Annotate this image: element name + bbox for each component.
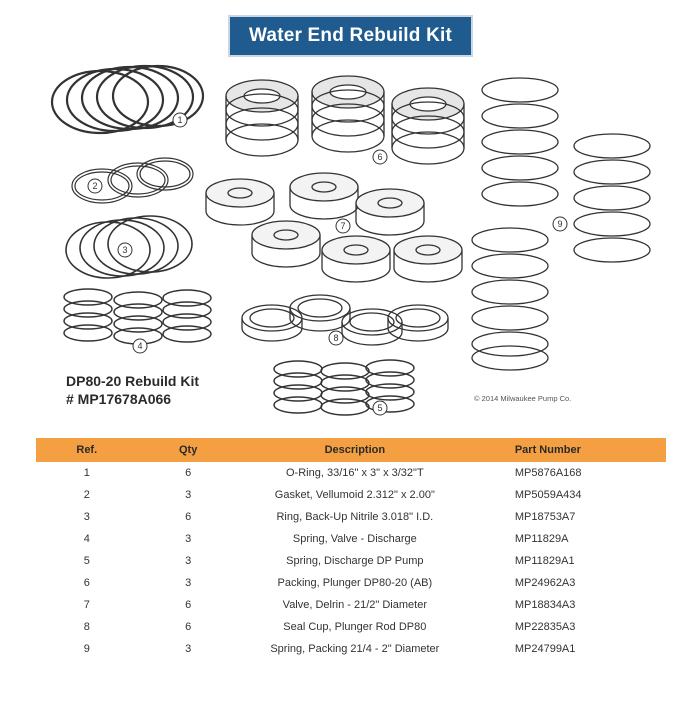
- cell-description: Gasket, Vellumoid 2.312" x 2.00": [274, 489, 435, 501]
- table-row: [36, 638, 666, 660]
- cell-qty: 3: [185, 489, 192, 501]
- header-part-number: Part Number: [471, 438, 666, 462]
- callout-3: 3: [122, 245, 128, 255]
- cell-ref: 6: [83, 577, 90, 589]
- cell-ref: 9: [83, 643, 90, 655]
- table-row: [36, 484, 666, 506]
- cell-ref: 7: [83, 599, 90, 611]
- cell-ref: 2: [83, 489, 90, 501]
- cell-description: Spring, Packing 21/4 - 2" Diameter: [270, 643, 440, 655]
- callout-4: 4: [137, 341, 143, 351]
- cell-description: Valve, Delrin - 21/2" Diameter: [282, 599, 427, 611]
- discharge-springs-drawing: [274, 360, 414, 415]
- cell-part-number: MP18834A3: [514, 599, 576, 611]
- cell-description: Ring, Back-Up Nitrile 3.018" I.D.: [276, 511, 434, 523]
- cell-description: Spring, Valve - Discharge: [292, 533, 417, 545]
- cell-part-number: MP24799A1: [514, 643, 576, 655]
- packing-stacks-drawing: [226, 76, 464, 164]
- cell-description: O-Ring, 33/16" x 3" x 3/32"T: [286, 467, 424, 479]
- table-row: [36, 550, 666, 572]
- copyright-notice: © 2014 Milwaukee Pump Co.: [474, 394, 572, 403]
- cell-ref: 1: [83, 467, 90, 479]
- callout-2: 2: [92, 181, 98, 191]
- header-description: Description: [239, 438, 471, 462]
- cell-qty: 3: [185, 533, 192, 545]
- table-row: [36, 616, 666, 638]
- cell-part-number: MP5876A168: [514, 467, 582, 479]
- cell-part-number: MP11829A1: [514, 555, 575, 567]
- header-ref: Ref.: [36, 438, 138, 462]
- table-row: [36, 506, 666, 528]
- cell-part-number: MP11829A: [514, 533, 569, 545]
- cell-ref: 5: [83, 555, 90, 567]
- table-header-row: [36, 438, 666, 462]
- cell-qty: 3: [185, 577, 192, 589]
- cell-ref: 4: [83, 533, 90, 545]
- callout-5: 5: [377, 403, 383, 413]
- callout-1: 1: [177, 115, 183, 125]
- cell-qty: 3: [185, 555, 192, 567]
- callout-7: 7: [340, 221, 346, 231]
- cell-qty: 6: [185, 511, 192, 523]
- table-row: [36, 594, 666, 616]
- seal-cups-drawing: [242, 295, 448, 345]
- parts-table: [36, 438, 666, 660]
- page-title: Water End Rebuild Kit: [228, 15, 473, 57]
- cell-part-number: MP18753A7: [514, 511, 576, 523]
- kit-name: DP80-20 Rebuild Kit: [66, 373, 200, 389]
- cell-ref: 3: [83, 511, 90, 523]
- cell-part-number: MP5059A434: [514, 489, 582, 501]
- cell-part-number: MP24962A3: [514, 577, 576, 589]
- delrin-valves-drawing: [206, 173, 462, 282]
- parts-illustration: [0, 60, 700, 420]
- callout-8: 8: [333, 333, 339, 343]
- table-row: [36, 528, 666, 550]
- cell-qty: 6: [185, 599, 192, 611]
- table-row: [36, 462, 666, 484]
- valve-springs-drawing: [64, 289, 211, 344]
- cell-ref: 8: [83, 621, 90, 633]
- cell-qty: 6: [185, 467, 192, 479]
- callout-6: 6: [377, 152, 383, 162]
- cell-qty: 6: [185, 621, 192, 633]
- callout-9: 9: [557, 219, 563, 229]
- kit-number: # MP17678A066: [66, 391, 172, 407]
- cell-description: Packing, Plunger DP80-20 (AB): [277, 577, 433, 589]
- cell-qty: 3: [185, 643, 192, 655]
- cell-description: Seal Cup, Plunger Rod DP80: [283, 621, 427, 633]
- cell-part-number: MP22835A3: [514, 621, 576, 633]
- header-qty: Qty: [138, 438, 239, 462]
- table-row: [36, 572, 666, 594]
- cell-description: Spring, Discharge DP Pump: [286, 555, 424, 567]
